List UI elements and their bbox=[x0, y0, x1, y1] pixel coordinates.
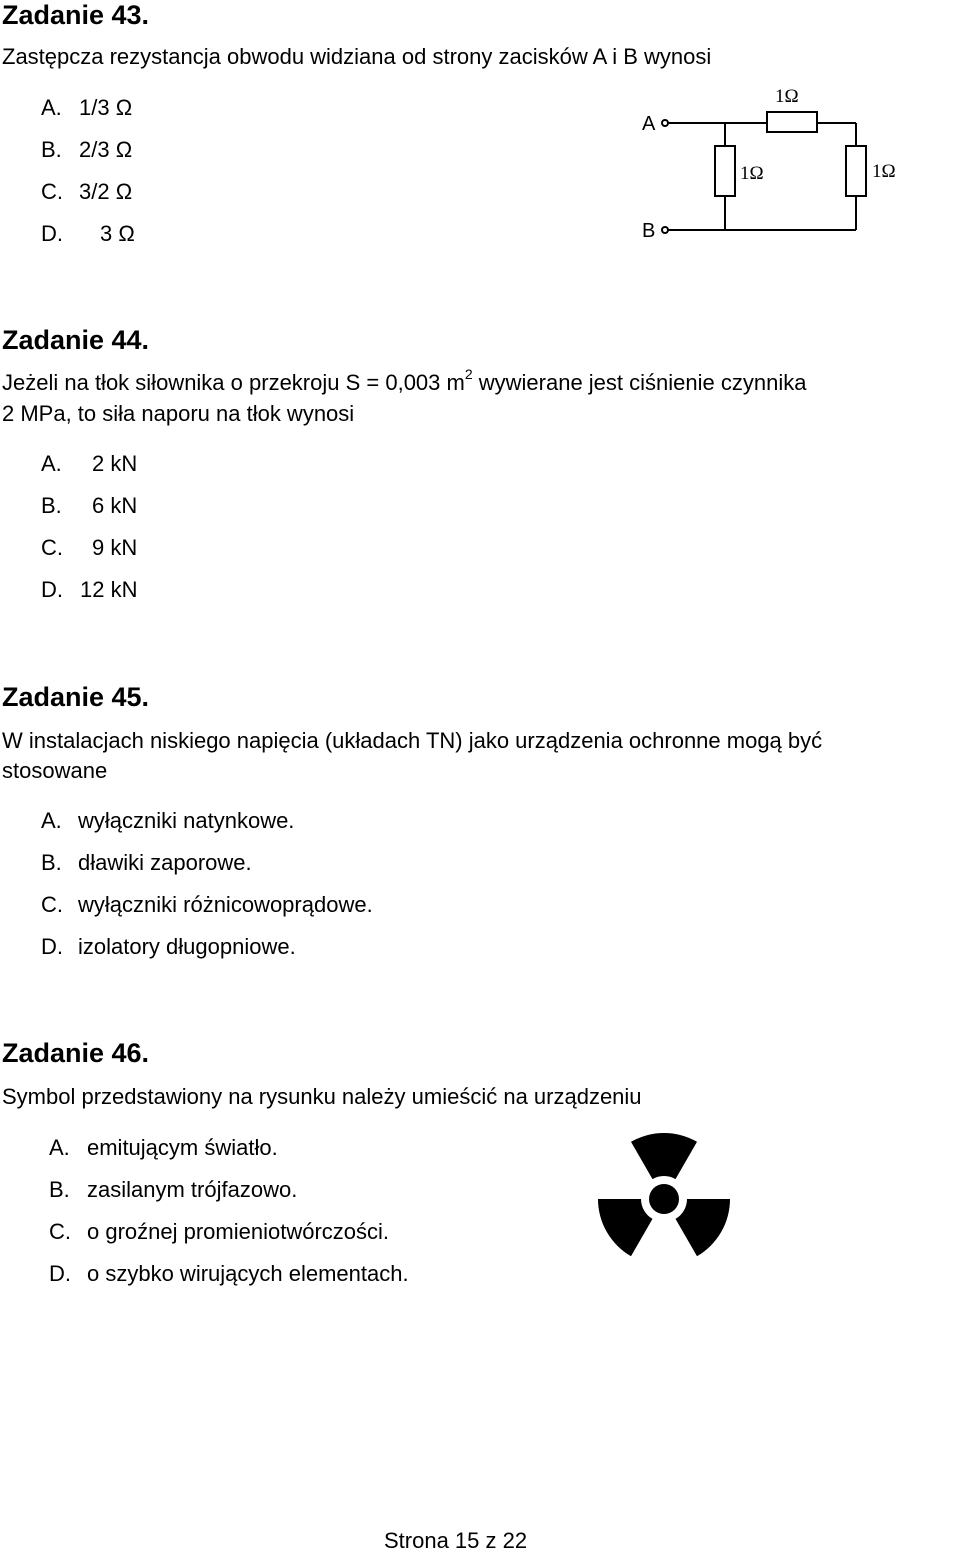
resistor-series bbox=[767, 112, 817, 132]
task-45-option-b: B. dławiki zaporowe. bbox=[41, 850, 252, 875]
task-45-option-c: C. wyłączniki różnicowoprądowe. bbox=[41, 892, 373, 917]
task-44-option-d: D. 12 kN bbox=[41, 577, 138, 602]
task-46-title: Zadanie 46. bbox=[2, 1038, 150, 1068]
task-44-option-c: C. 9 kN bbox=[41, 535, 138, 560]
task-43-option-a: A. 1/3 Ω bbox=[41, 95, 133, 120]
task-44-question-line1: Jeżeli na tłok siłownika o przekroju S = 0,003 $m^2$ wywierane jest ciśnienie czynnika bbox=[2, 366, 807, 395]
task-43-title: Zadanie 43. bbox=[2, 0, 150, 30]
task-46-option-b: B. zasilanym trójfazowo. bbox=[49, 1177, 298, 1202]
task-45-option-a: A. wyłączniki natynkowe. bbox=[41, 808, 295, 833]
terminal-a-label: A bbox=[642, 113, 656, 135]
resistor-right bbox=[846, 146, 866, 196]
circuit-diagram bbox=[630, 78, 930, 248]
terminal-b-node bbox=[662, 227, 668, 233]
resistor-left bbox=[715, 146, 735, 196]
task-43-option-d: D. 3 Ω bbox=[41, 221, 135, 246]
terminal-b-label: B bbox=[642, 220, 656, 242]
task-44-title: Zadanie 44. bbox=[2, 325, 150, 355]
task-45-option-d: D. izolatory długopniowe. bbox=[41, 934, 296, 959]
task-43-option-b: B. 2/3 Ω bbox=[41, 137, 133, 162]
task-43-question: Zastępcza rezystancja obwodu widziana od strony zacisków A i B wynosi bbox=[2, 44, 712, 69]
task-45-question-line2: stosowane bbox=[2, 758, 108, 783]
task-45-question-line1: W instalacjach niskiego napięcia (układach TN) jako urządzenia ochronne mogą być bbox=[2, 728, 823, 753]
task-46-option-c: C. o groźnej promieniotwórczości. bbox=[49, 1219, 390, 1244]
terminal-a-node bbox=[662, 120, 668, 126]
task-46-question: Symbol przedstawiony na rysunku należy umieścić na urządzeniu bbox=[2, 1084, 642, 1109]
task-44-option-a: A. 2 kN bbox=[41, 451, 138, 476]
task-43-option-c: C. 3/2 Ω bbox=[41, 179, 133, 204]
task-44-question-line2: 2 MPa, to siła naporu na tłok wynosi bbox=[2, 401, 355, 426]
task-45-title: Zadanie 45. bbox=[2, 682, 150, 712]
resistor-series-label: 1Ω bbox=[775, 86, 799, 107]
task-44-option-b: B. 6 kN bbox=[41, 493, 138, 518]
task-46-option-d: D. o szybko wirujących elementach. bbox=[49, 1261, 409, 1286]
radiation-symbol-icon bbox=[598, 1132, 732, 1256]
task-46-option-a: A. emitującym światło. bbox=[49, 1135, 278, 1160]
page-number: Strona 15 z 22 bbox=[384, 1528, 528, 1553]
resistor-left-label: 1Ω bbox=[740, 163, 764, 184]
resistor-right-label: 1Ω bbox=[872, 161, 896, 182]
